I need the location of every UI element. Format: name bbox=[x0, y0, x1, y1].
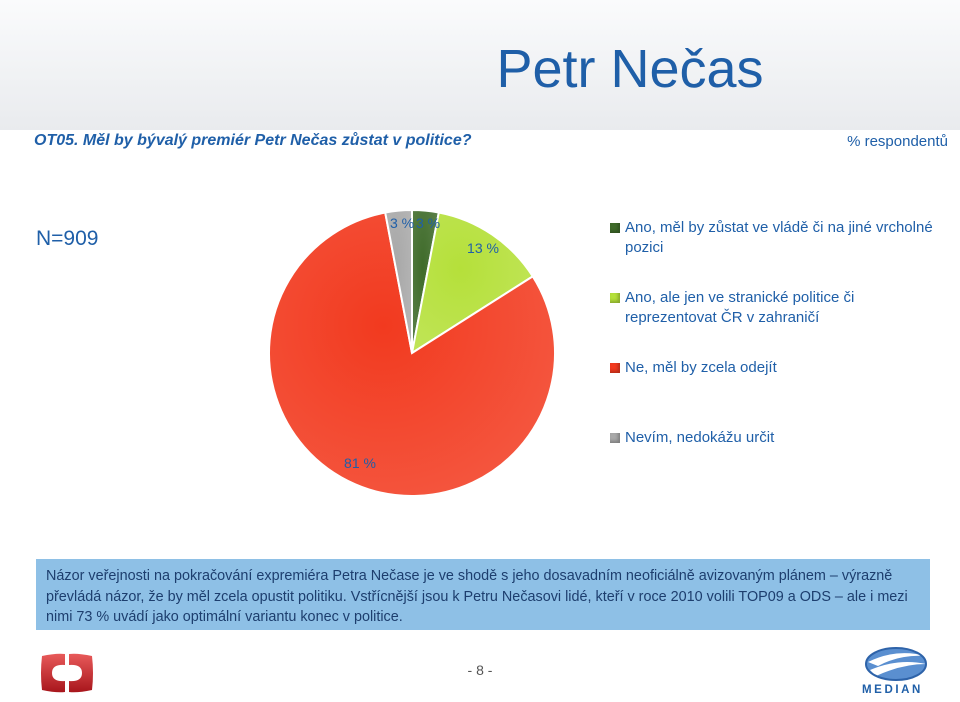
legend-swatch bbox=[610, 293, 620, 303]
legend-swatch bbox=[610, 223, 620, 233]
legend-swatch bbox=[610, 363, 620, 373]
data-label-4: 3 % bbox=[389, 215, 415, 231]
median-logo-icon bbox=[860, 644, 936, 684]
legend-label: Nevím, nedokážu určit bbox=[625, 429, 775, 446]
legend-label: Ano, měl by zůstat ve vládě či na jiné vrcholné pozici bbox=[625, 219, 933, 256]
legend-label: Ne, měl by zcela odejít bbox=[625, 359, 777, 376]
data-label-1: 3 % bbox=[415, 215, 441, 231]
summary-box bbox=[36, 559, 930, 630]
legend-swatch bbox=[610, 433, 620, 443]
unit-label: % respondentů bbox=[847, 133, 948, 150]
question-text: OT05. Měl by bývalý premiér Petr Nečas zůstat v politice? bbox=[34, 132, 472, 149]
median-logo-text: MEDIAN bbox=[862, 684, 923, 696]
page-title: Petr Nečas bbox=[496, 39, 764, 99]
sample-size-label: N=909 bbox=[36, 227, 99, 250]
legend-label: Ano, ale jen ve stranické politice či reprezentovat ČR v zahraničí bbox=[625, 289, 855, 326]
page-number: - 8 - bbox=[467, 662, 493, 678]
summary-text: Názor veřejnosti na pokračování expremiéra Petra Nečase je ve shodě s jeho dosavadním neoficiálně avizovaným plánem – výrazně převládá názor, že by měl zcela opustit politiku. Vstřícnější jsou k Petru Nečasovi lidé, kteří v roce 2010 volili TOP09 a ODS – ale i mezi nimi 73 % uvádí jako optimální variantu konec v politice. bbox=[46, 568, 908, 625]
data-label-2: 13 % bbox=[467, 240, 499, 256]
data-label-3: 81 % bbox=[344, 455, 376, 471]
